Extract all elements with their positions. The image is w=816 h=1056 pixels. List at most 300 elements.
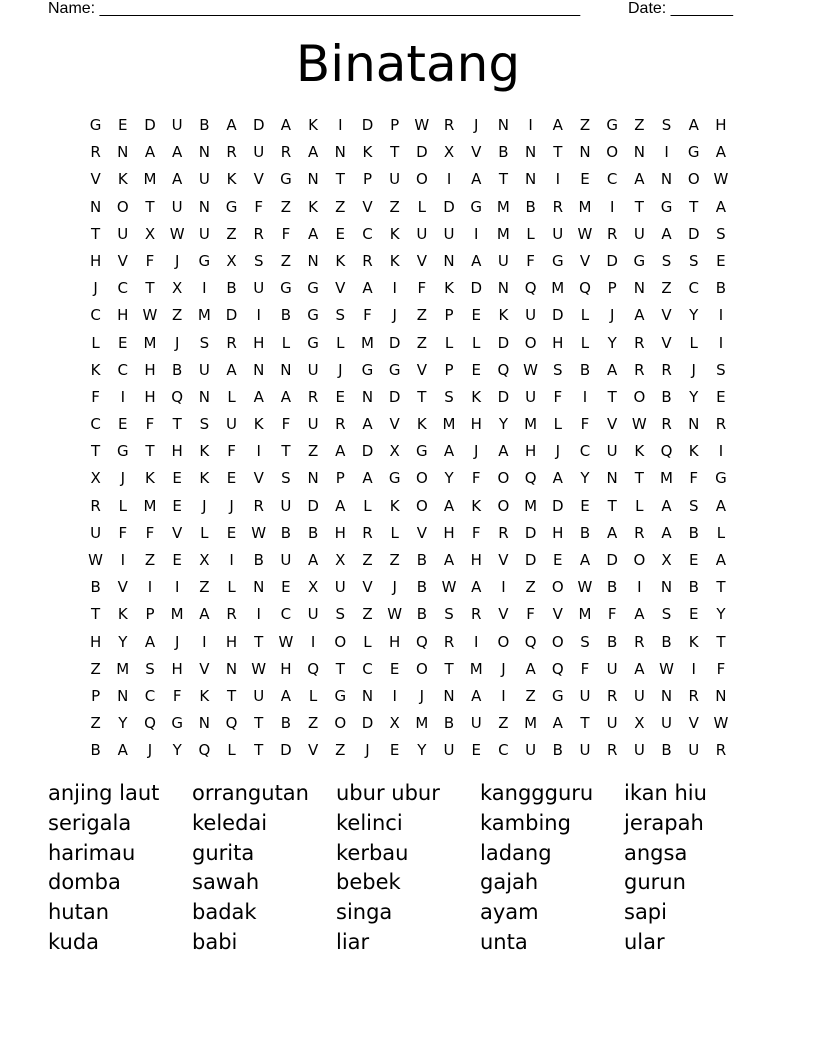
grid-letter: I [392, 686, 397, 705]
grid-letter: R [280, 143, 292, 162]
grid-letter: V [579, 251, 591, 270]
grid-letter: N [117, 143, 129, 162]
grid-letter: U [90, 523, 102, 542]
grid-letter: B [661, 741, 672, 760]
grid-letter: J [93, 279, 98, 298]
grid-letter: O [497, 632, 510, 651]
grid-letter: W [88, 551, 104, 569]
grid-letter: R [634, 632, 645, 651]
grid-letter: N [198, 143, 210, 162]
grid-letter: A [335, 496, 346, 515]
grid-letter: V [661, 306, 672, 325]
grid-letter: H [470, 551, 482, 569]
grid-letter: Z [90, 659, 101, 678]
grid-letter: P [91, 686, 101, 705]
grid-letter: R [661, 360, 672, 379]
grid-letter: D [524, 551, 537, 569]
grid-letter: Q [307, 659, 319, 678]
grid-letter: V [117, 578, 128, 597]
grid-letter: U [579, 686, 591, 705]
grid-letter: C [144, 686, 156, 705]
grid-letter: A [362, 469, 373, 488]
word-list-item: liar [336, 929, 370, 954]
grid-letter: F [254, 197, 264, 216]
grid-letter: A [715, 143, 727, 162]
grid-letter: Y [607, 333, 617, 352]
grid-letter: P [444, 360, 454, 379]
grid-letter: R [362, 523, 373, 542]
grid-letter: Q [415, 632, 428, 651]
date-field: Date: _______ [628, 0, 733, 17]
grid-letter: E [172, 496, 182, 515]
grid-letter: D [687, 224, 700, 243]
grid-letter: P [335, 469, 345, 488]
grid-letter: H [225, 632, 238, 651]
grid-letter: N [660, 170, 673, 189]
grid-letter: Z [389, 551, 400, 569]
grid-letter: Y [498, 415, 508, 434]
grid-letter: M [442, 415, 456, 434]
grid-letter: I [256, 605, 261, 624]
grid-row [82, 493, 735, 520]
grid-letter: H [89, 251, 102, 270]
grid-letter: M [415, 714, 429, 733]
grid-letter: G [551, 251, 564, 270]
grid-row [82, 139, 735, 166]
word-list-item: ikan hiu [624, 781, 707, 805]
grid-letter: U [253, 143, 265, 162]
grid-letter: V [416, 523, 427, 542]
grid-letter: R [498, 523, 509, 542]
word-list-item: hutan [48, 900, 110, 925]
grid-letter: G [660, 197, 673, 216]
grid-letter: W [631, 415, 647, 434]
grid-letter: K [145, 469, 155, 488]
grid-letter: U [525, 306, 537, 325]
grid-letter: Y [689, 387, 699, 406]
grid-letter: B [525, 197, 536, 216]
grid-letter: F [145, 415, 155, 434]
grid-letter: D [524, 523, 537, 542]
grid-letter: N [280, 360, 292, 379]
grid-letter: U [633, 224, 645, 243]
grid-letter: A [307, 143, 319, 162]
grid-letter: W [713, 714, 729, 733]
grid-letter: U [389, 170, 401, 189]
grid-letter: F [471, 523, 481, 542]
grid-letter: X [443, 143, 455, 162]
grid-letter: U [117, 224, 129, 243]
grid-letter: B [688, 523, 699, 542]
grid-letter: B [226, 279, 237, 298]
grid-letter: H [253, 333, 265, 352]
grid-letter: W [577, 224, 593, 243]
grid-letter: T [226, 686, 237, 705]
grid-letter: A [634, 170, 645, 189]
grid-letter: N [307, 170, 319, 189]
grid-letter: X [389, 714, 400, 733]
grid-letter: I [474, 632, 479, 651]
grid-letter: E [471, 741, 481, 760]
grid-letter: C [117, 279, 129, 298]
grid-letter: S [145, 659, 155, 678]
grid-letter: A [661, 523, 672, 542]
grid-letter: F [227, 442, 236, 461]
grid-letter: V [552, 605, 563, 624]
grid-letter: O [334, 714, 347, 733]
grid-letter: A [715, 496, 727, 515]
grid-letter: F [526, 605, 535, 624]
grid-letter: U [497, 251, 509, 270]
grid-letter: B [172, 360, 183, 379]
grid-letter: A [335, 442, 346, 461]
grid-letter: M [496, 197, 510, 216]
grid-letter: A [607, 523, 618, 542]
name-field: Name: ______________________________________________________ [48, 0, 581, 17]
grid-letter: Z [90, 714, 101, 733]
grid-letter: I [310, 632, 316, 651]
grid-letter: A [579, 551, 591, 569]
grid-letter: W [169, 224, 185, 243]
grid-letter: B [280, 306, 292, 325]
grid-letter: I [256, 442, 261, 461]
grid-letter: V [416, 251, 427, 270]
grid-letter: P [145, 605, 155, 624]
grid-letter: Y [417, 741, 427, 760]
word-list-item: harimau [48, 840, 136, 865]
grid-letter: R [552, 197, 563, 216]
grid-letter: A [362, 415, 373, 434]
grid-letter: R [606, 686, 618, 705]
grid-letter: B [280, 714, 292, 733]
grid-letter: V [498, 551, 509, 569]
grid-letter: D [497, 333, 510, 352]
grid-letter: V [661, 333, 672, 352]
grid-letter: B [661, 632, 672, 651]
grid-letter: Q [497, 360, 510, 379]
grid-letter: F [145, 251, 155, 270]
grid-letter: W [441, 578, 457, 597]
grid-letter: C [117, 360, 129, 379]
grid-row [82, 166, 735, 193]
grid-letter: U [307, 360, 319, 379]
grid-letter: J [474, 116, 479, 134]
grid-letter: G [470, 197, 483, 216]
grid-letter: A [661, 224, 672, 243]
grid-letter: E [172, 469, 182, 488]
grid-letter: Y [118, 714, 128, 733]
grid-letter: N [633, 279, 645, 298]
grid-letter: M [469, 659, 483, 678]
grid-letter: I [147, 578, 153, 597]
grid-row [82, 547, 735, 574]
grid-letter: T [716, 632, 726, 651]
grid-letter: Q [198, 741, 211, 760]
grid-letter: L [635, 496, 644, 515]
grid-letter: A [715, 551, 727, 569]
word-list-item: orrangutan [192, 781, 309, 805]
grid-row [82, 275, 735, 302]
grid-letter: K [117, 170, 128, 189]
grid-letter: T [254, 714, 264, 733]
grid-letter: N [606, 469, 618, 488]
grid-letter: N [524, 143, 537, 162]
grid-letter: N [660, 686, 673, 705]
word-list-item: keledai [192, 810, 268, 835]
grid-letter: A [226, 360, 237, 379]
grid-letter: A [634, 659, 645, 678]
grid-letter: T [254, 741, 264, 760]
grid-letter: E [553, 551, 563, 569]
grid-letter: I [474, 224, 479, 243]
grid-letter: K [362, 143, 373, 162]
grid-letter: G [334, 686, 347, 705]
grid-letter: L [553, 415, 562, 434]
grid-letter: U [525, 387, 537, 406]
grid-letter: Q [171, 387, 184, 406]
grid-row [82, 601, 735, 628]
grid-letter: B [688, 578, 699, 597]
grid-letter: A [443, 551, 455, 569]
grid-letter: K [416, 415, 427, 434]
grid-letter: A [307, 551, 319, 569]
grid-letter: G [280, 279, 292, 298]
grid-letter: Y [689, 306, 699, 325]
grid-letter: J [174, 251, 180, 270]
grid-letter: P [607, 279, 617, 298]
grid-letter: C [90, 306, 101, 325]
word-list-item: serigala [48, 810, 132, 835]
grid-letter: G [416, 442, 428, 461]
grid-letter: J [419, 686, 425, 705]
grid-letter: F [526, 251, 535, 270]
grid-letter: A [634, 605, 645, 624]
grid-row [82, 221, 735, 248]
grid-letter: D [497, 387, 510, 406]
grid-letter: I [609, 197, 615, 216]
grid-letter: L [91, 333, 100, 352]
word-list-item: kuda [48, 929, 100, 954]
grid-letter: G [388, 360, 401, 379]
grid-letter: A [715, 197, 727, 216]
grid-letter: F [716, 659, 726, 678]
grid-letter: L [417, 197, 427, 216]
grid-letter: G [606, 116, 618, 134]
grid-letter: M [660, 469, 673, 488]
grid-letter: F [471, 469, 481, 488]
grid-letter: A [144, 143, 156, 162]
grid-letter: J [392, 306, 397, 325]
grid-row [82, 194, 735, 221]
grid-letter: E [389, 659, 400, 678]
word-list-item: gurun [624, 870, 686, 895]
grid-letter: E [580, 496, 590, 515]
grid-letter: V [199, 659, 210, 678]
grid-letter: N [361, 387, 374, 406]
grid-letter: A [471, 170, 482, 189]
grid-letter: G [307, 279, 319, 298]
grid-letter: J [202, 496, 207, 515]
grid-letter: M [524, 714, 538, 733]
grid-letter: Z [362, 551, 373, 569]
grid-letter: B [579, 523, 591, 542]
grid-letter: A [634, 306, 645, 325]
grid-letter: K [471, 496, 482, 515]
grid-letter: J [338, 360, 343, 379]
grid-letter: S [199, 333, 210, 352]
grid-letter: N [361, 686, 374, 705]
grid-letter: T [91, 605, 101, 624]
grid-letter: J [174, 333, 180, 352]
grid-letter: S [688, 251, 699, 270]
grid-letter: I [718, 333, 724, 352]
grid-letter: L [472, 333, 481, 352]
grid-letter: T [580, 714, 590, 733]
grid-letter: Y [580, 469, 590, 488]
grid-letter: K [308, 116, 319, 134]
grid-letter: H [443, 523, 455, 542]
grid-letter: A [688, 116, 699, 134]
grid-letter: R [471, 605, 482, 624]
word-list-item: babi [192, 929, 238, 954]
grid-letter: G [361, 360, 374, 379]
grid-letter: S [199, 415, 210, 434]
grid-letter: J [691, 360, 696, 379]
grid-letter: S [335, 605, 346, 624]
grid-letter: A [253, 387, 264, 406]
grid-letter: T [335, 659, 345, 678]
grid-letter: T [145, 279, 155, 298]
grid-letter: N [715, 686, 727, 705]
grid-letter: M [197, 306, 211, 325]
grid-letter: U [579, 741, 591, 760]
word-search-grid [82, 112, 735, 765]
grid-letter: Z [172, 306, 183, 325]
grid-letter: S [335, 306, 346, 325]
grid-letter: B [90, 578, 101, 597]
grid-letter: S [716, 360, 726, 379]
grid-letter: H [171, 659, 183, 678]
grid-letter: T [553, 143, 563, 162]
word-list-item: domba [48, 870, 121, 895]
grid-letter: R [226, 333, 237, 352]
grid-letter: Q [660, 442, 673, 461]
grid-letter: M [143, 496, 157, 515]
grid-letter: D [225, 306, 238, 325]
grid-letter: U [280, 496, 292, 515]
grid-letter: I [664, 143, 669, 162]
grid-letter: D [388, 387, 401, 406]
grid-letter: Z [335, 197, 346, 216]
grid-letter: A [172, 170, 183, 189]
grid-letter: G [715, 469, 727, 488]
grid-letter: H [389, 632, 401, 651]
grid-letter: C [606, 170, 618, 189]
grid-letter: U [633, 741, 645, 760]
grid-letter: S [444, 605, 454, 624]
grid-letter: R [226, 605, 237, 624]
grid-letter: I [528, 116, 533, 134]
grid-letter: T [172, 415, 182, 434]
grid-letter: Q [144, 714, 156, 733]
grid-letter: Z [525, 578, 536, 597]
grid-letter: M [524, 496, 538, 515]
grid-letter: E [389, 741, 400, 760]
grid-letter: J [174, 632, 180, 651]
grid-letter: Z [144, 551, 156, 569]
grid-letter: K [444, 279, 454, 298]
grid-letter: U [606, 442, 618, 461]
grid-letter: N [117, 686, 129, 705]
grid-letter: F [417, 279, 427, 298]
grid-letter: U [171, 116, 183, 134]
grid-letter: I [120, 551, 125, 569]
grid-letter: U [443, 224, 455, 243]
grid-letter: Q [579, 279, 591, 298]
grid-letter: D [361, 116, 374, 134]
grid-letter: E [226, 469, 237, 488]
word-list-item: kelinci [336, 810, 403, 835]
grid-letter: D [552, 306, 564, 325]
grid-letter: F [172, 686, 182, 705]
grid-letter: Z [416, 333, 427, 352]
grid-letter: E [335, 224, 346, 243]
grid-letter: G [116, 442, 129, 461]
grid-letter: L [227, 741, 236, 760]
grid-letter: K [471, 387, 482, 406]
grid-letter: E [118, 116, 128, 134]
grid-letter: O [116, 197, 129, 216]
grid-letter: F [118, 523, 128, 542]
word-list-item: ular [624, 929, 665, 954]
grid-letter: N [524, 170, 537, 189]
grid-letter: D [361, 442, 374, 461]
grid-letter: S [281, 469, 291, 488]
grid-letter: K [389, 496, 400, 515]
grid-letter: T [607, 496, 617, 515]
grid-letter: G [687, 143, 700, 162]
grid-letter: T [444, 659, 454, 678]
grid-letter: M [170, 605, 184, 624]
grid-letter: O [415, 659, 428, 678]
grid-letter: O [606, 143, 619, 162]
grid-letter: X [389, 442, 400, 461]
grid-letter: Z [226, 224, 237, 243]
grid-letter: T [281, 442, 291, 461]
word-list [48, 779, 768, 958]
grid-letter: L [200, 523, 209, 542]
grid-letter: A [661, 496, 672, 515]
grid-letter: U [470, 714, 482, 733]
grid-letter: E [118, 415, 128, 434]
grid-letter: T [390, 143, 400, 162]
grid-letter: A [471, 251, 482, 270]
grid-letter: R [443, 632, 455, 651]
grid-letter: G [551, 686, 564, 705]
grid-letter: U [198, 360, 210, 379]
grid-letter: Z [498, 714, 509, 733]
grid-letter: S [553, 360, 563, 379]
grid-letter: I [392, 279, 397, 298]
grid-letter: H [552, 523, 564, 542]
grid-letter: A [498, 442, 509, 461]
grid-letter: O [687, 170, 700, 189]
grid-letter: D [443, 197, 455, 216]
grid-letter: Q [225, 714, 238, 733]
grid-letter: D [552, 496, 564, 515]
grid-letter: I [501, 686, 506, 705]
grid-letter: D [470, 279, 482, 298]
